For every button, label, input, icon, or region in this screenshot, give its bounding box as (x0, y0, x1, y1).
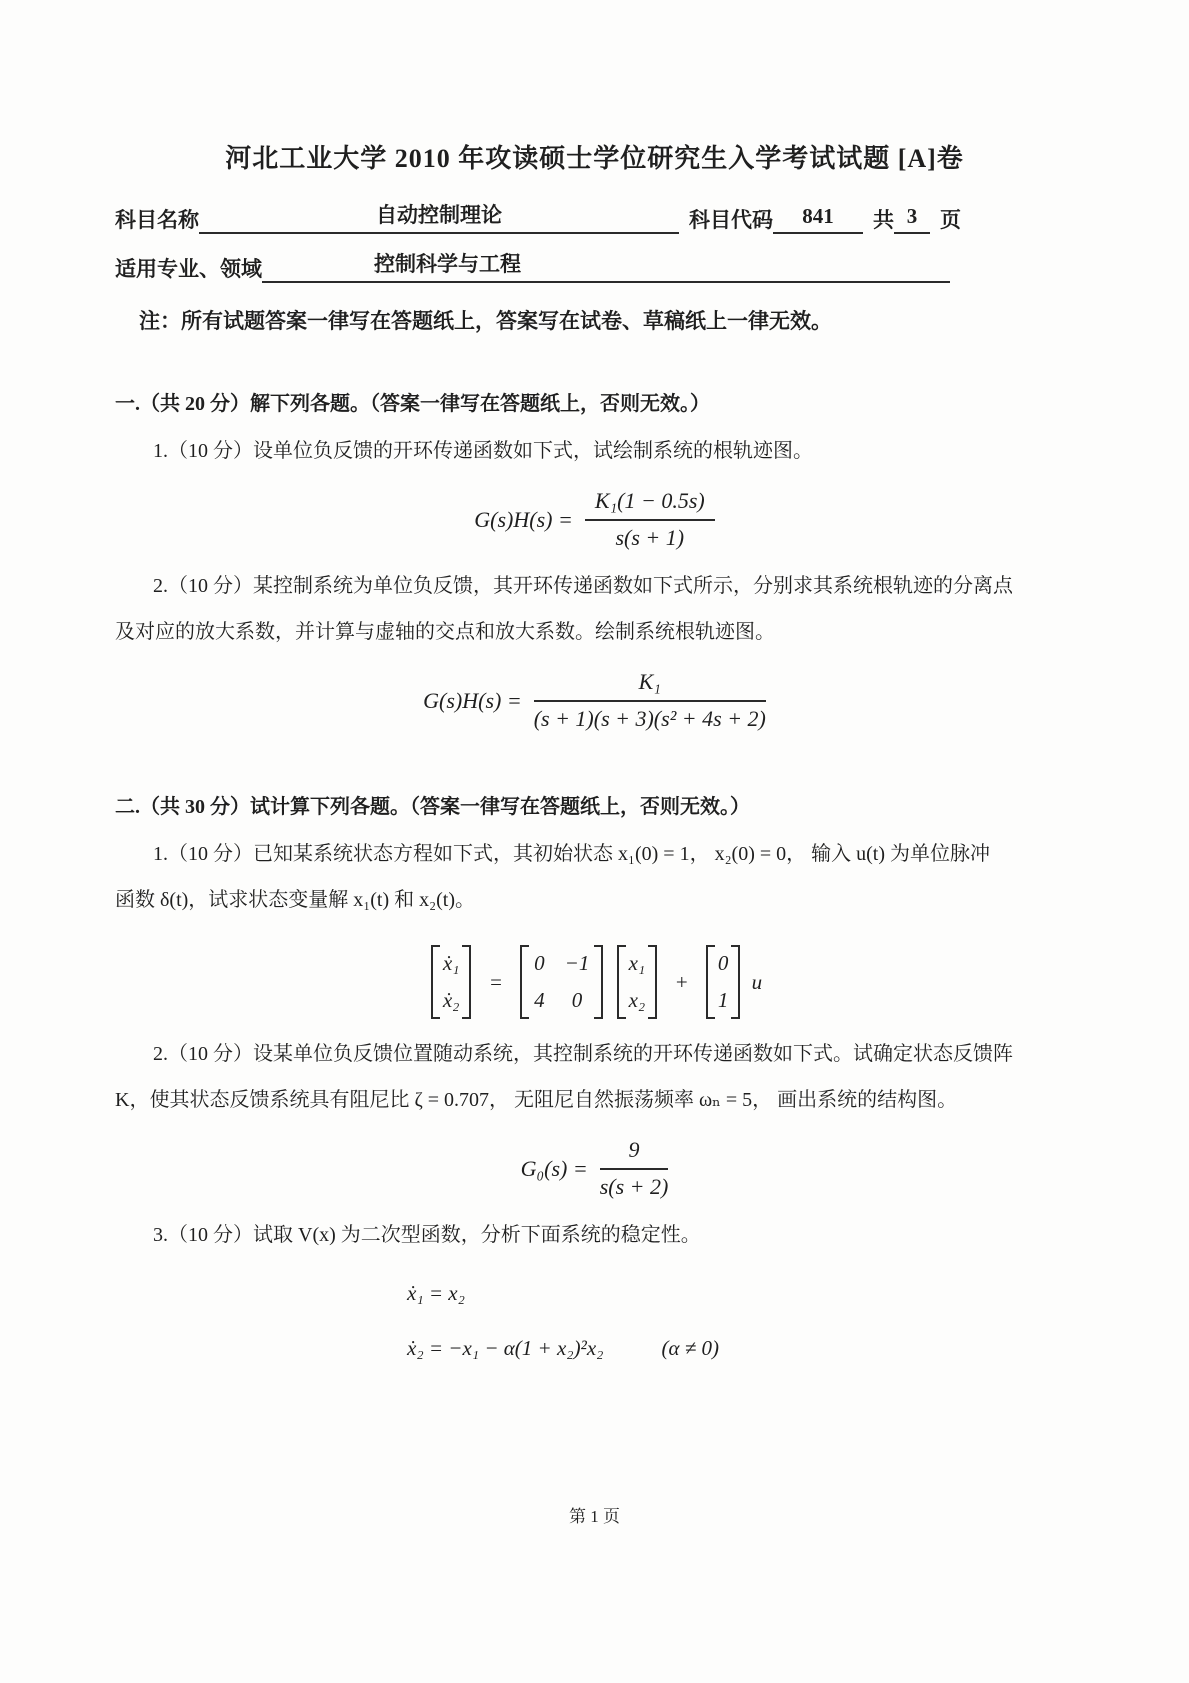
x-matrix-row1: x₁ (628, 951, 646, 975)
formula3-denominator: s(s + 2) (599, 1174, 669, 1199)
formula1-lhs: G(s)H(s) = (474, 506, 573, 532)
eq2-condition: (α ≠ 0) (661, 1335, 720, 1360)
part2-question1-line1: 1.（10 分）已知某系统状态方程如下式，其初始状态 x₁(0) = 1， x₂(0) = 0， 输入 u(t) 为单位脉冲 (153, 843, 991, 865)
b-matrix (706, 945, 741, 1019)
formula3-numerator: 9 (600, 1137, 669, 1170)
code-label: 科目代码 (689, 208, 773, 232)
a-matrix-cell-22: 0 (571, 988, 583, 1012)
a-matrix (520, 945, 603, 1019)
xdot-row1: ẋ₁ (442, 951, 460, 975)
formula1-fraction (585, 488, 715, 551)
total-label: 共 (873, 208, 894, 232)
part1-question1 (115, 428, 1074, 474)
b-matrix-row1: 0 (717, 951, 729, 975)
part2-question1 (115, 831, 1074, 923)
total-underline (894, 204, 930, 234)
plus-sign: + (674, 969, 689, 994)
formula-open-loop-1 (115, 488, 1074, 551)
formula1-denominator: s(s + 1) (615, 525, 685, 550)
formula3-lhs: G₀(s) = (520, 1155, 588, 1181)
xdot-matrix (431, 945, 472, 1019)
formula3-fraction (600, 1137, 669, 1200)
formula-open-loop-2 (115, 669, 1074, 732)
part1-question2-line2: 及对应的放大系数，并计算与虚轴的交点和放大系数。绘制系统根轨迹图。 (115, 621, 775, 643)
part1-question2-line1: 2.（10 分）某控制系统为单位负反馈，其开环传递函数如下式所示，分别求其系统根轨迹的分离点 (153, 575, 1013, 597)
exam-note: 注：所有试题答案一律写在答题纸上，答案写在试卷、草稿纸上一律无效。 (139, 309, 832, 333)
page-footer: 第 1 页 (569, 1507, 620, 1526)
page-unit-label: 页 (940, 208, 961, 232)
state-equation (115, 945, 1074, 1019)
header-row-subject (115, 199, 1074, 234)
part2-question2 (115, 1031, 1074, 1123)
field-underline (262, 248, 950, 283)
part1-question2 (115, 563, 1074, 655)
part2-question2-line1: 2.（10 分）设某单位负反馈位置随动系统，其控制系统的开环传递函数如下式。试确定状态反馈阵 (153, 1043, 1013, 1065)
code-value: 841 (802, 204, 834, 228)
part1-question1-text: 1.（10 分）设单位负反馈的开环传递函数如下式，试绘制系统的根轨迹图。 (153, 440, 813, 462)
stability-equations (407, 1266, 1074, 1375)
subject-label: 科目名称 (115, 208, 199, 232)
formula2-fraction (534, 669, 766, 732)
a-matrix-cell-11: 0 (534, 951, 545, 975)
stability-eq1: ẋ₁ = x₂ (407, 1281, 465, 1305)
a-matrix-cell-21: 4 (534, 988, 545, 1012)
part1-heading: 一.（共 20 分）解下列各题。（答案一律写在答题纸上，否则无效。） (115, 393, 710, 415)
part2-question1-line2: 函数 δ(t)，试求状态变量解 x₁(t) 和 x₂(t)。 (115, 889, 475, 911)
header-row-field (115, 248, 1074, 283)
formula1-numerator: K₁(1 − 0.5s) (585, 488, 715, 521)
subject-value: 自动控制理论 (376, 203, 502, 227)
a-matrix-cell-12: −1 (564, 951, 590, 975)
code-underline (773, 204, 863, 234)
field-label: 适用专业、领域 (115, 257, 262, 281)
part2-heading: 二.（共 30 分）试计算下列各题。（答案一律写在答题纸上，否则无效。） (115, 796, 750, 818)
formula2-lhs: G(s)H(s) = (423, 687, 522, 713)
x-matrix (617, 945, 658, 1019)
part2-question3 (115, 1212, 1074, 1258)
xdot-row2: ẋ₂ (442, 988, 460, 1012)
subject-underline (199, 199, 679, 234)
formula2-denominator: (s + 1)(s + 3)(s² + 4s + 2) (533, 706, 766, 731)
equals-sign: = (488, 969, 503, 994)
formula2-numerator: K₁ (534, 669, 766, 702)
part2-question2-line2: K，使其状态反馈系统具有阻尼比 ζ = 0.707， 无阻尼自然振荡频率 ωₙ = 5， 画出系统的结构图。 (115, 1089, 958, 1111)
b-matrix-row2: 1 (717, 988, 729, 1012)
total-pages-value: 3 (906, 204, 918, 228)
formula-g0 (115, 1137, 1074, 1200)
input-u: u (751, 969, 763, 994)
field-value: 控制科学与工程 (374, 252, 521, 276)
stability-eq2-line (407, 1321, 1074, 1376)
part2-question3-text: 3.（10 分）试取 V(x) 为二次型函数，分析下面系统的稳定性。 (153, 1224, 701, 1246)
x-matrix-row2: x₂ (628, 988, 646, 1012)
exam-title: 河北工业大学 2010 年攻读硕士学位研究生入学考试试题 [A]卷 (225, 144, 964, 173)
stability-eq2: ẋ₂ = −x₁ − α(1 + x₂)²x₂ (407, 1335, 604, 1360)
